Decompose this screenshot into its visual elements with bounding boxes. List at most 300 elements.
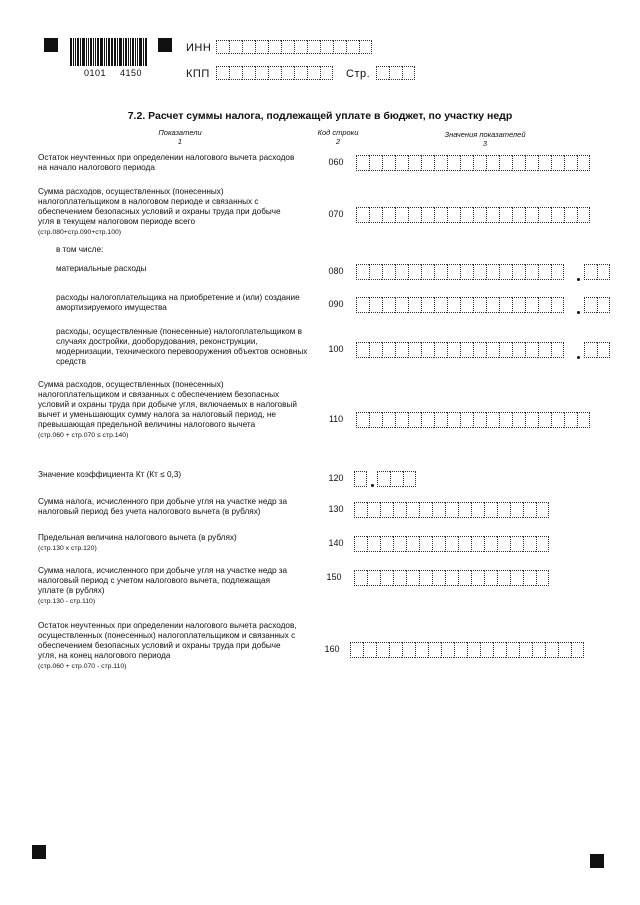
character-cell[interactable] [434,342,447,358]
character-cell[interactable] [434,264,447,280]
character-cell[interactable] [577,207,590,223]
character-cell[interactable] [445,502,458,518]
character-cell[interactable] [356,207,369,223]
character-cell[interactable] [571,642,584,658]
character-cell[interactable] [419,536,432,552]
character-cell[interactable] [584,264,597,280]
barcode [70,38,148,66]
character-cell[interactable] [382,207,395,223]
barcode-bar [82,38,85,66]
row-090-decimal-point [577,311,580,314]
character-cell[interactable] [376,66,389,80]
character-cell[interactable] [356,155,369,171]
row-150-formula: (стр.130 - стр.110) [38,598,96,605]
character-cell[interactable] [395,297,408,313]
character-cell[interactable] [577,155,590,171]
character-cell[interactable] [447,264,460,280]
character-cell[interactable] [382,412,395,428]
character-cell[interactable] [255,66,268,80]
character-cell[interactable] [307,66,320,80]
character-cell[interactable] [229,40,242,54]
character-cell[interactable] [406,570,419,586]
character-cell[interactable] [395,412,408,428]
character-cell[interactable] [369,412,382,428]
character-cell[interactable] [545,642,558,658]
character-cell[interactable] [403,471,416,487]
character-cell[interactable] [434,207,447,223]
character-cell[interactable] [480,642,493,658]
row-120-label [38,470,298,480]
row-110-value-field[interactable] [356,412,590,428]
character-cell[interactable] [333,40,346,54]
page-number-field[interactable] [376,66,415,80]
in-that-number-text: в том числе: [56,245,104,254]
character-cell[interactable] [460,412,473,428]
character-cell[interactable] [597,342,610,358]
character-cell[interactable] [447,342,460,358]
character-cell[interactable] [538,207,551,223]
column-header-values [430,130,540,148]
character-cell[interactable] [406,502,419,518]
row-080-value-integer-field[interactable] [356,264,564,280]
character-cell[interactable] [471,502,484,518]
character-cell[interactable] [473,342,486,358]
character-cell[interactable] [497,536,510,552]
character-cell[interactable] [525,342,538,358]
character-cell[interactable] [536,536,549,552]
character-cell[interactable] [307,40,320,54]
character-cell[interactable] [367,536,380,552]
row-090-text: расходы налогоплательщика на приобретение и (или) создание амортизируемого имущества [56,293,300,312]
barcode-bar [139,38,142,66]
character-cell[interactable] [499,207,512,223]
character-cell[interactable] [558,642,571,658]
character-cell[interactable] [525,297,538,313]
character-cell[interactable] [458,536,471,552]
row-120-value-decimal-field[interactable] [377,471,416,487]
barcode-bar [95,38,96,66]
barcode-bar [117,38,118,66]
character-cell[interactable] [460,264,473,280]
barcode-bar [132,38,134,66]
barcode-bar [108,38,110,66]
barcode-bar [106,38,107,66]
barcode-bar [73,38,74,66]
character-cell[interactable] [551,297,564,313]
character-cell[interactable] [389,642,402,658]
barcode-bar [128,38,129,66]
barcode-bar [104,38,105,66]
character-cell[interactable] [369,342,382,358]
character-cell[interactable] [408,207,421,223]
character-cell[interactable] [525,155,538,171]
row-070-value-field[interactable] [356,207,590,223]
corner-marker-bottom-left [32,845,46,859]
column-header-code-number: 2 [335,137,341,146]
row-090-value-decimal-field[interactable] [584,297,610,313]
character-cell[interactable] [497,570,510,586]
character-cell[interactable] [445,536,458,552]
character-cell[interactable] [432,502,445,518]
character-cell[interactable] [406,536,419,552]
column-header-indicators-number: 1 [177,137,183,146]
character-cell[interactable] [499,297,512,313]
barcode-bar [77,38,79,66]
character-cell[interactable] [538,297,551,313]
row-080-value-decimal-field[interactable] [584,264,610,280]
character-cell[interactable] [395,207,408,223]
barcode-number-right: 4150 [120,68,143,78]
character-cell[interactable] [510,502,523,518]
row-060-code: 060 [328,157,344,167]
row-070-code: 070 [328,209,344,219]
corner-marker-top-middle [158,38,172,52]
character-cell[interactable] [408,412,421,428]
character-cell[interactable] [447,412,460,428]
inn-field[interactable] [216,40,372,54]
character-cell[interactable] [389,66,402,80]
barcode-bar [125,38,127,66]
row-120-value-integer-field[interactable] [354,471,367,487]
row-100-value-decimal-field[interactable] [584,342,610,358]
row-080-label [56,264,316,274]
character-cell[interactable] [499,155,512,171]
character-cell[interactable] [551,412,564,428]
corner-marker-bottom-right [590,854,604,868]
character-cell[interactable] [519,642,532,658]
character-cell[interactable] [512,264,525,280]
kpp-field[interactable] [216,66,333,80]
row-110-code: 110 [328,414,344,424]
row-130-value-field[interactable] [354,502,549,518]
row-090-code: 090 [328,299,344,309]
barcode-bar [90,38,92,66]
row-140-value-field[interactable] [354,536,549,552]
character-cell[interactable] [458,502,471,518]
character-cell[interactable] [460,155,473,171]
character-cell[interactable] [473,264,486,280]
character-cell[interactable] [484,502,497,518]
character-cell[interactable] [484,570,497,586]
barcode-bar [111,38,112,66]
inn-label: ИНН [186,42,212,54]
character-cell[interactable] [538,264,551,280]
barcode-bar [86,38,87,66]
barcode-bar [93,38,94,66]
character-cell[interactable] [382,297,395,313]
character-cell[interactable] [377,471,390,487]
character-cell[interactable] [380,536,393,552]
character-cell[interactable] [346,40,359,54]
row-120-decimal-point [371,484,374,487]
character-cell[interactable] [354,570,367,586]
character-cell[interactable] [551,264,564,280]
character-cell[interactable] [408,342,421,358]
character-cell[interactable] [369,297,382,313]
character-cell[interactable] [408,264,421,280]
character-cell[interactable] [506,642,519,658]
column-header-values-label: Значения показателей [444,130,526,139]
row-100-code: 100 [328,344,344,354]
character-cell[interactable] [242,66,255,80]
row-110-formula: (стр.060 + стр.070 ≤ стр.140) [38,432,129,439]
character-cell[interactable] [525,412,538,428]
row-060-label [38,153,298,173]
row-100-label [56,327,316,367]
character-cell[interactable] [380,570,393,586]
barcode-bar [114,38,116,66]
character-cell[interactable] [499,264,512,280]
character-cell[interactable] [523,570,536,586]
character-cell[interactable] [363,642,376,658]
character-cell[interactable] [421,342,434,358]
character-cell[interactable] [434,297,447,313]
character-cell[interactable] [525,264,538,280]
character-cell[interactable] [551,155,564,171]
row-150-code: 150 [326,572,342,582]
character-cell[interactable] [354,536,367,552]
character-cell[interactable] [216,40,229,54]
row-150-text: Сумма налога, исчисленного при добыче угля на участке недр за налоговый период с учетом налогового вычета, подлежащая уплате (в рублях) [38,566,288,595]
character-cell[interactable] [564,155,577,171]
character-cell[interactable] [268,66,281,80]
character-cell[interactable] [434,155,447,171]
row-160-text: Остаток неучтенных при определении налогового вычета расходов, осуществленных (понесенных) налогоплательщиком и связанных с обеспечением безопасных условий и охраны труда при добыче угля, на конец налогового периода [38,621,297,660]
character-cell[interactable] [320,40,333,54]
barcode-bar [145,38,147,66]
character-cell[interactable] [350,642,363,658]
barcode-bar [97,38,99,66]
character-cell[interactable] [486,297,499,313]
character-cell[interactable] [523,536,536,552]
character-cell[interactable] [367,502,380,518]
character-cell[interactable] [512,412,525,428]
character-cell[interactable] [421,207,434,223]
character-cell[interactable] [473,207,486,223]
row-140-text: Предельная величина налогового вычета (в рублях) [38,533,237,542]
row-090-value-integer-field[interactable] [356,297,564,313]
character-cell[interactable] [486,412,499,428]
character-cell[interactable] [460,342,473,358]
character-cell[interactable] [367,570,380,586]
character-cell[interactable] [551,342,564,358]
character-cell[interactable] [597,264,610,280]
character-cell[interactable] [421,412,434,428]
character-cell[interactable] [486,155,499,171]
row-070-label [38,187,298,238]
character-cell[interactable] [369,155,382,171]
row-110-text: Сумма расходов, осуществленных (понесенных) налогоплательщиком и связанных с обеспечением безопасных условий и охраны труда при добыче угля, включаемых в налоговый вычет и уменьшающих сумму налога за налоговый период, не превышающая предельной величины налогового вычета [38,380,297,429]
character-cell[interactable] [294,66,307,80]
character-cell[interactable] [525,207,538,223]
character-cell[interactable] [402,642,415,658]
character-cell[interactable] [551,207,564,223]
character-cell[interactable] [471,570,484,586]
column-header-values-number: 3 [482,139,488,148]
character-cell[interactable] [512,155,525,171]
column-header-indicators [130,128,230,146]
character-cell[interactable] [354,471,367,487]
row-160-label [38,621,298,672]
character-cell[interactable] [493,642,506,658]
character-cell[interactable] [467,642,480,658]
row-130-code: 130 [328,504,344,514]
character-cell[interactable] [497,502,510,518]
character-cell[interactable] [486,264,499,280]
character-cell[interactable] [597,297,610,313]
character-cell[interactable] [473,412,486,428]
character-cell[interactable] [281,66,294,80]
row-120-text: Значение коэффициента Кт (Кт ≤ 0,3) [38,470,182,479]
character-cell[interactable] [447,297,460,313]
character-cell[interactable] [419,502,432,518]
barcode-number-left: 0101 [84,68,107,78]
character-cell[interactable] [523,502,536,518]
barcode-bar [135,38,136,66]
character-cell[interactable] [532,642,545,658]
barcode-bar [70,38,72,66]
row-120-code: 120 [328,473,344,483]
character-cell[interactable] [564,412,577,428]
column-header-code-label: Код строки [317,128,359,137]
row-100-value-integer-field[interactable] [356,342,564,358]
character-cell[interactable] [359,40,372,54]
in-that-number-label [56,245,316,255]
character-cell[interactable] [486,342,499,358]
section-title: 7.2. Расчет суммы налога, подлежащей уплате в бюджет, по участку недр [127,110,513,122]
character-cell[interactable] [415,642,428,658]
character-cell[interactable] [356,264,369,280]
character-cell[interactable] [395,342,408,358]
character-cell[interactable] [356,342,369,358]
character-cell[interactable] [428,642,441,658]
character-cell[interactable] [510,536,523,552]
character-cell[interactable] [538,155,551,171]
character-cell[interactable] [356,297,369,313]
corner-marker-top-left [44,38,58,52]
character-cell[interactable] [584,297,597,313]
barcode-bar [80,38,81,66]
character-cell[interactable] [395,264,408,280]
row-160-value-field[interactable] [350,642,584,658]
row-150-label [38,566,298,607]
row-080-decimal-point [577,278,580,281]
barcode-bar [100,38,103,66]
character-cell[interactable] [320,66,333,80]
row-140-label [38,533,298,554]
character-cell[interactable] [421,264,434,280]
row-070-formula: (стр.080+стр.090+стр.100) [38,229,122,236]
character-cell[interactable] [294,40,307,54]
character-cell[interactable] [473,297,486,313]
character-cell[interactable] [268,40,281,54]
barcode-bar [112,38,113,66]
row-080-text: материальные расходы [56,264,147,273]
character-cell[interactable] [354,502,367,518]
character-cell[interactable] [473,155,486,171]
character-cell[interactable] [471,536,484,552]
barcode-bar [143,38,144,66]
character-cell[interactable] [376,642,389,658]
character-cell[interactable] [441,642,454,658]
character-cell[interactable] [395,155,408,171]
character-cell[interactable] [216,66,229,80]
character-cell[interactable] [512,297,525,313]
character-cell[interactable] [499,412,512,428]
character-cell[interactable] [408,297,421,313]
character-cell[interactable] [369,264,382,280]
character-cell[interactable] [577,412,590,428]
character-cell[interactable] [536,502,549,518]
character-cell[interactable] [510,570,523,586]
character-cell[interactable] [393,502,406,518]
character-cell[interactable] [538,412,551,428]
character-cell[interactable] [242,40,255,54]
character-cell[interactable] [447,207,460,223]
character-cell[interactable] [538,342,551,358]
character-cell[interactable] [512,342,525,358]
character-cell[interactable] [564,207,577,223]
character-cell[interactable] [390,471,403,487]
barcode-bar [137,38,138,66]
character-cell[interactable] [536,570,549,586]
character-cell[interactable] [393,570,406,586]
character-cell[interactable] [499,342,512,358]
row-100-decimal-point [577,356,580,359]
character-cell[interactable] [281,40,294,54]
row-160-formula: (стр.060 + стр.070 - стр.110) [38,663,127,670]
character-cell[interactable] [445,570,458,586]
character-cell[interactable] [460,207,473,223]
character-cell[interactable] [460,297,473,313]
character-cell[interactable] [419,570,432,586]
character-cell[interactable] [382,264,395,280]
character-cell[interactable] [458,570,471,586]
character-cell[interactable] [421,297,434,313]
character-cell[interactable] [512,207,525,223]
character-cell[interactable] [434,412,447,428]
row-140-formula: (стр.130 х стр.120) [38,545,97,552]
row-130-label [38,497,298,517]
character-cell[interactable] [454,642,467,658]
character-cell[interactable] [432,570,445,586]
row-060-text: Остаток неучтенных при определении налогового вычета расходов на начало налогового периода [38,153,295,172]
character-cell[interactable] [408,155,421,171]
page-label: Стр. [346,68,371,80]
character-cell[interactable] [356,412,369,428]
row-160-code: 160 [324,644,340,654]
character-cell[interactable] [484,536,497,552]
character-cell[interactable] [421,155,434,171]
row-070-text: Сумма расходов, осуществленных (понесенных) налогоплательщиком в налоговом периоде и связанных с обеспечением безопасных условий и охраны труда при добыче угля в текущем налоговом периоде всего [38,187,281,226]
character-cell[interactable] [584,342,597,358]
character-cell[interactable] [382,342,395,358]
row-110-label [38,380,298,441]
character-cell[interactable] [382,155,395,171]
row-060-value-field[interactable] [356,155,590,171]
character-cell[interactable] [255,40,268,54]
character-cell[interactable] [393,536,406,552]
character-cell[interactable] [432,536,445,552]
character-cell[interactable] [369,207,382,223]
character-cell[interactable] [402,66,415,80]
character-cell[interactable] [229,66,242,80]
character-cell[interactable] [447,155,460,171]
row-150-value-field[interactable] [354,570,549,586]
barcode-bar [88,38,89,66]
character-cell[interactable] [486,207,499,223]
character-cell[interactable] [380,502,393,518]
